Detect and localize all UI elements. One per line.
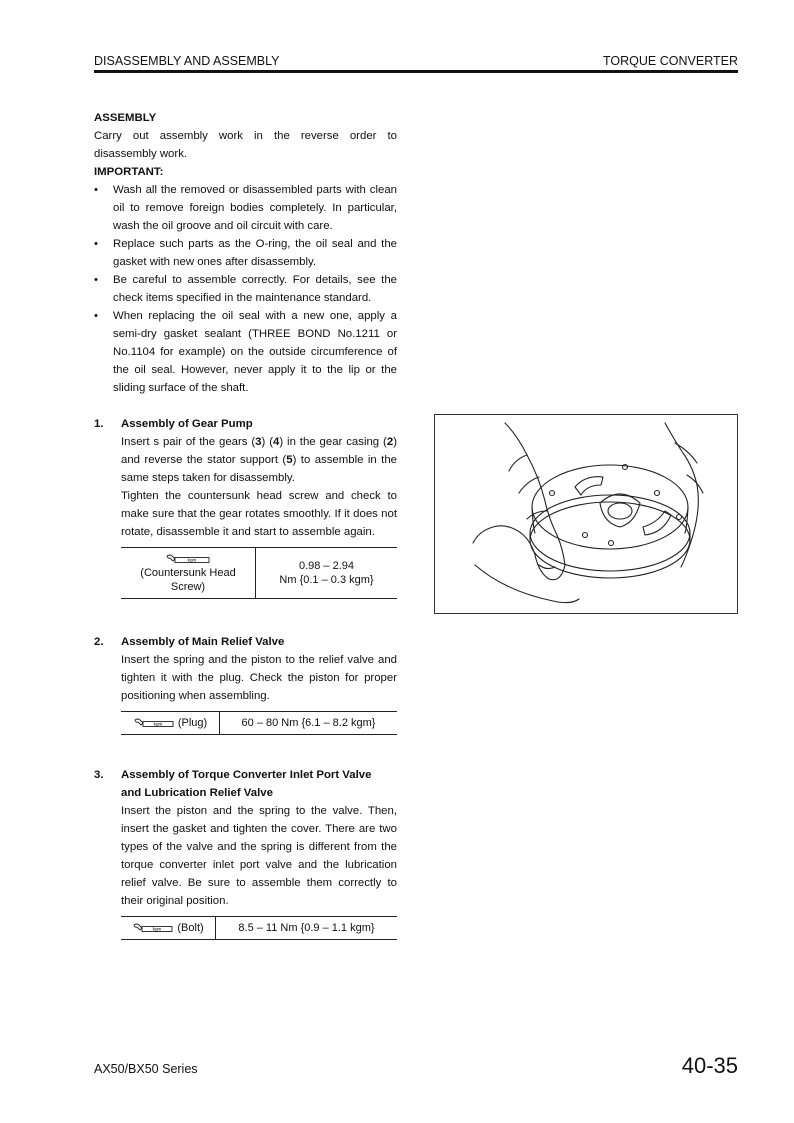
bullet-item	[94, 271, 397, 307]
torque-item: (Countersunk Head Screw)	[140, 567, 236, 593]
torque-value: 0.98 – 2.94	[298, 560, 355, 572]
step-inlet-port-valve	[94, 766, 397, 940]
bolt-hole	[677, 515, 682, 520]
bolt-hole	[609, 541, 614, 546]
bullet-item	[94, 181, 397, 235]
torque-table	[121, 916, 397, 940]
step-heading-cont	[94, 784, 397, 802]
header-rule	[94, 70, 738, 73]
body-text: Tighten the countersunk head screw and check to make sure that the gear rotates smoothly. If it does not rotate, disassemble it and start to assemble again.	[121, 490, 397, 538]
torque-item-cell	[121, 712, 220, 735]
gear-pump-illustration	[434, 414, 738, 614]
step-heading	[94, 766, 397, 784]
body-text: ) in the gear casing (	[279, 436, 387, 448]
body-text: Insert the piston and the spring to the valve. Then, insert the gasket and tighten the cover. There are two types of the valve and the spring is different from the torque converter inlet port valve and the lubrication relief valve. Be sure to assemble them correctly to their original position.	[121, 805, 397, 907]
torque-wrench-icon	[132, 922, 174, 934]
pump-base-disc	[530, 502, 690, 578]
part-ref: 2	[386, 436, 394, 448]
step-body	[94, 651, 397, 705]
torque-table	[121, 711, 397, 735]
step-heading	[94, 633, 397, 651]
pump-center-hole	[608, 503, 632, 519]
bullet-text: Replace such parts as the O-ring, the oil seal and the gasket with new ones after disassembly.	[113, 238, 397, 268]
page-header	[94, 54, 738, 70]
step-title-cont: and Lubrication Relief Valve	[121, 787, 273, 799]
part-ref: 3	[255, 436, 262, 448]
step-body	[94, 433, 397, 487]
step-body-2	[94, 487, 397, 541]
bolt-hole	[583, 533, 588, 538]
body-text: ) (	[261, 436, 273, 448]
right-hand-fingers	[675, 443, 703, 493]
bullet-dot: •	[94, 238, 98, 250]
step-title: Assembly of Gear Pump	[121, 418, 253, 430]
bullet-text: Wash all the removed or disassembled parts with clean oil to remove foreign bodies completely. In particular, wash the oil groove and oil circuit with care.	[113, 184, 397, 232]
step-number: 2.	[94, 636, 104, 648]
footer-series: AX50/BX50 Series	[94, 1062, 198, 1076]
bullet-text: Be careful to assemble correctly. For details, see the check items specified in the maintenance standard.	[113, 274, 397, 304]
wrench-unit-label: kgm	[153, 721, 163, 727]
part-ref: 4	[273, 436, 280, 448]
assembly-section	[94, 109, 397, 397]
bolt-hole	[655, 491, 660, 496]
body-text: ) to assemble in the same steps taken for disassembly.	[121, 454, 397, 484]
torque-wrench-icon	[133, 717, 175, 729]
assembly-heading: ASSEMBLY	[94, 112, 157, 124]
important-label: IMPORTANT:	[94, 166, 164, 178]
bullet-dot: •	[94, 184, 98, 196]
torque-item: (Plug)	[177, 717, 208, 729]
torque-value: 60 – 80 Nm {6.1 – 8.2 kgm}	[220, 712, 398, 735]
torque-table	[121, 547, 397, 599]
step-body	[94, 802, 397, 910]
pump-port-right	[643, 511, 671, 535]
bullet-item	[94, 307, 397, 397]
torque-wrench-icon	[165, 553, 211, 565]
assembly-intro: Carry out assembly work in the reverse order to disassembly work.	[94, 130, 397, 160]
wrench-unit-label: kgm	[187, 557, 197, 563]
step-heading	[94, 415, 397, 433]
step-number: 1.	[94, 418, 104, 430]
body-text: ) and reverse the stator support (	[121, 436, 397, 466]
bullet-dot: •	[94, 274, 98, 286]
part-ref: 5	[286, 454, 293, 466]
left-hand-outline	[473, 423, 565, 580]
torque-item: (Bolt)	[177, 922, 204, 934]
torque-value-unit: Nm {0.1 – 0.3 kgm}	[279, 574, 374, 586]
torque-item-cell	[121, 548, 256, 599]
step-main-relief-valve	[94, 633, 397, 735]
bolt-hole	[550, 491, 555, 496]
step-number: 3.	[94, 769, 104, 781]
header-chapter-title: TORQUE CONVERTER	[603, 54, 738, 68]
step-gear-pump	[94, 415, 397, 599]
bullet-item	[94, 235, 397, 271]
bullet-dot: •	[94, 310, 98, 322]
pump-port-left	[575, 477, 603, 495]
body-text: Insert s pair of the gears (	[121, 436, 256, 448]
right-hand-outline	[665, 423, 698, 567]
page-number: 40-35	[681, 1053, 738, 1078]
wrench-unit-label: kgm	[152, 926, 162, 932]
body-text: Insert the spring and the piston to the relief valve and tighten it with the plug. Check the piston for proper positioning when assembling.	[121, 654, 397, 702]
torque-value-cell	[256, 548, 398, 599]
header-section-title: DISASSEMBLY AND ASSEMBLY	[94, 54, 280, 68]
bullet-text: When replacing the oil seal with a new one, apply a semi-dry gasket sealant (THREE BOND No.1211 or No.1104 for example) on the outside circumference of the oil seal. However, never apply it to the lip or the sliding surface of the shaft.	[113, 310, 397, 394]
torque-value: 8.5 – 11 Nm {0.9 – 1.1 kgm}	[216, 917, 398, 940]
torque-item-cell	[121, 917, 216, 940]
step-title: Assembly of Torque Converter Inlet Port Valve	[121, 769, 372, 781]
pump-hub-outline	[600, 494, 640, 527]
step-title: Assembly of Main Relief Valve	[121, 636, 285, 648]
